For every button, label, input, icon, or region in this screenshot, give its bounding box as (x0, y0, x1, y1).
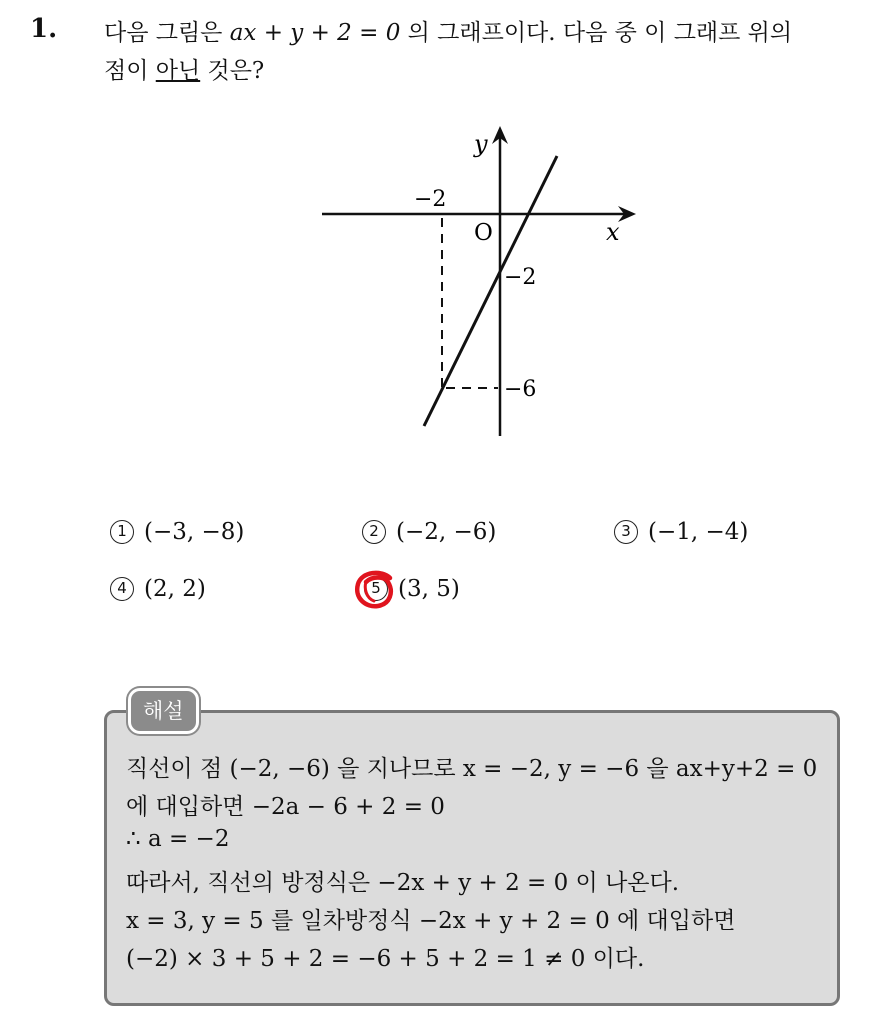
x-tick-label: −2 (414, 187, 447, 212)
y-axis-label: y (474, 130, 488, 158)
underlined-word: 아닌 (155, 58, 201, 84)
choice-value: (−2, −6) (396, 519, 497, 545)
solution-line-3: ∴ a = −2 (126, 826, 230, 852)
origin-label: O (474, 220, 493, 246)
solution-tab: 해설 (128, 688, 199, 734)
choice-4[interactable] (110, 576, 206, 602)
solution-line-6: (−2) × 3 + 5 + 2 = −6 + 5 + 2 = 1 ≠ 0 이다. (126, 946, 645, 972)
question-line-1 (104, 14, 864, 52)
choice-marker: 5 (364, 577, 388, 601)
choice-marker: 3 (614, 520, 638, 544)
y-point-label: −6 (504, 377, 537, 402)
line-graph (310, 118, 650, 448)
y-intercept-label: −2 (504, 265, 537, 290)
question-text-part: 다음 그림은 (104, 20, 230, 46)
choice-marker: 2 (362, 520, 386, 544)
choice-value: (−1, −4) (648, 519, 749, 545)
solution-line-4: 따라서, 직선의 방정식은 −2x + y + 2 = 0 이 나온다. (126, 870, 680, 896)
question-text-part: 것은? (200, 58, 265, 84)
choice-marker: 1 (110, 520, 134, 544)
equation: ax + y + 2 = 0 (229, 20, 401, 46)
question-text-part: 점이 (104, 58, 156, 84)
question-number: 1. (30, 14, 58, 44)
choice-value: (−3, −8) (144, 519, 245, 545)
choice-3[interactable] (614, 519, 748, 545)
choice-2[interactable] (362, 519, 496, 545)
choice-value: (2, 2) (144, 576, 206, 602)
choice-marker: 4 (110, 577, 134, 601)
choice-value: (3, 5) (398, 576, 460, 602)
solution-line-5: x = 3, y = 5 를 일차방정식 −2x + y + 2 = 0 에 대입하면 (126, 908, 736, 934)
solution-line-2: 에 대입하면 −2a − 6 + 2 = 0 (126, 794, 445, 820)
question-text-part: 의 그래프이다. 다음 중 이 그래프 위의 (400, 20, 793, 46)
question-text (104, 14, 864, 90)
question-line-2 (104, 52, 864, 90)
answer-circle-mark-icon (352, 568, 398, 612)
solution-line-1: 직선이 점 (−2, −6) 을 지나므로 x = −2, y = −6 을 ax+y+2 = 0 (126, 756, 818, 782)
x-axis-label: x (606, 218, 620, 246)
choice-1[interactable] (110, 519, 244, 545)
